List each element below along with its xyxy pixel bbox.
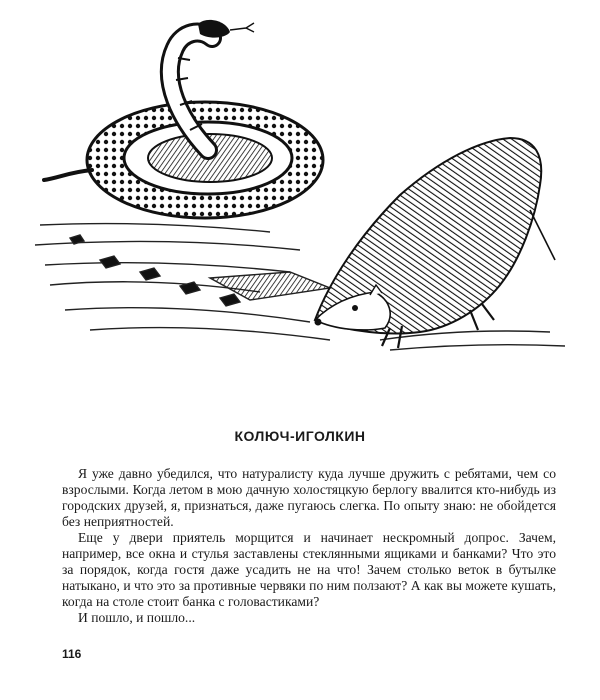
paragraph: И пошло, и пошло... xyxy=(78,610,196,625)
page-number: 116 xyxy=(62,647,82,661)
snake-and-hedgehog-illustration xyxy=(30,10,570,360)
body-text xyxy=(62,466,556,626)
cobra-drawing xyxy=(44,20,323,218)
paragraph: Еще у двери приятель морщится и начинает нескромный допрос. Зачем, например, все окна и стулья заставлены стеклянными ящиками и банками? Что это за порядок, когда гостя даже усадить не на что! Зачем столько веток в бутылке натыкано, и что это за противные червяки по ним ползают? А как вы можете кушать, когда на столе стоит банка с головастиками? xyxy=(62,530,556,609)
hedgehog-drawing xyxy=(315,138,556,348)
chapter-title: КОЛЮЧ-ИГОЛКИН xyxy=(234,428,366,444)
paragraph: Я уже давно убедился, что натуралисту куда лучше дружить с ребятами, чем со взрослыми. Когда летом в мою дачную холостяцкую берлогу ввалится кто-нибудь из городских друзей, я, признаться, даже пугаюсь слегка. По опыту знаю: не обойдется без неприятностей. xyxy=(62,466,556,529)
